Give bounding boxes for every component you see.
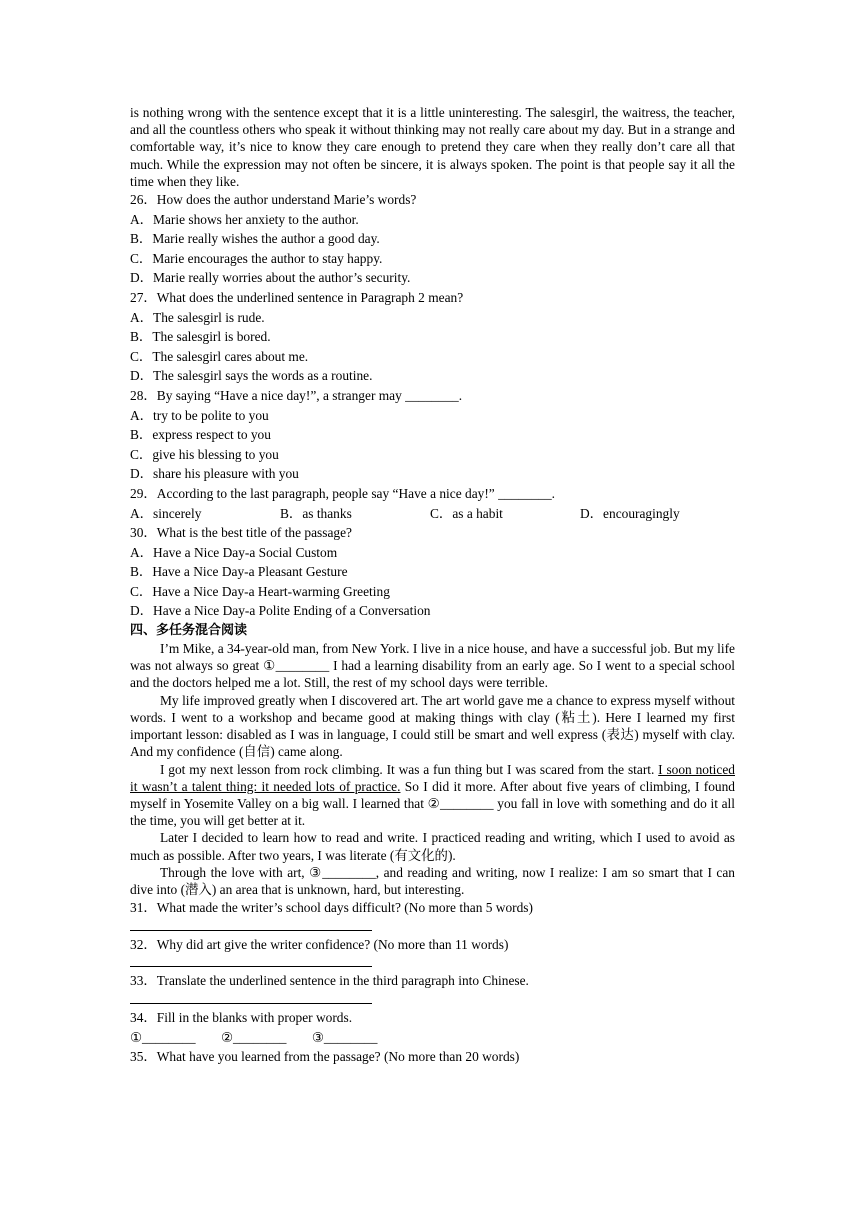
option-d: D．Have a Nice Day-a Polite Ending of a Conversation (130, 603, 431, 619)
option-a: A．sincerely (130, 505, 202, 521)
option-c: C．Marie encourages the author to stay happy. (130, 250, 383, 266)
answer-line (130, 991, 372, 1004)
option-d: D．The salesgirl says the words as a routine. (130, 368, 373, 384)
question-35 (130, 1047, 735, 1067)
option-c: C．give his blessing to you (130, 446, 279, 462)
question-stem: 32．Why did art give the writer confidence? (No more than 11 words) (130, 936, 509, 952)
answer-line-row (130, 954, 735, 971)
options-row (130, 504, 735, 524)
question-stem: 30．What is the best title of the passage? (130, 525, 352, 541)
question-27 (130, 288, 735, 386)
passage-paragraph: Through the love with art, ③________, and reading and writing, now I realize: I am so smart that I can dive into (潜入) an area that is unknown, hard, but interesting. (130, 864, 735, 897)
blank-row (130, 1028, 735, 1047)
paragraph-text: So I did it more. After about five years of climbing, I found myself in Yosemite Valley on a big wall. I learned that ②________ you fall in love with something and do it all the time, you will get better at it. (130, 778, 735, 829)
option-b: B．express respect to you (130, 427, 271, 443)
question-stem: 31．What made the writer’s school days difficult? (No more than 5 words) (130, 900, 533, 916)
question-32 (130, 935, 735, 972)
option-c: C．Have a Nice Day-a Heart-warming Greeting (130, 583, 390, 599)
option-a: A．Have a Nice Day-a Social Custom (130, 544, 338, 560)
question-stem: 28．By saying “Have a nice day!”, a stranger may ________. (130, 387, 463, 403)
passage-paragraph: Later I decided to learn how to read and write. I practiced reading and writing, which I used to avoid as much as possible. After two years, I was literate (有文化的). (130, 830, 735, 863)
question-29 (130, 484, 735, 523)
document-content (130, 104, 735, 1066)
question-stem: 35．What have you learned from the passage? (No more than 20 words) (130, 1048, 520, 1064)
underlined-sentence: I soon noticed it wasn’t a talent thing: it needed lots of practice. (130, 761, 735, 794)
section-heading: 四、多任务混合阅读 (130, 623, 248, 639)
question-28 (130, 386, 735, 484)
question-33 (130, 971, 735, 1008)
passage-paragraph: I’m Mike, a 34-year-old man, from New York. I live in a nice house, and have a successful job. But my life was not always so great ①________ I had a learning disability from an early age. So I went to a special school and the doctors helped me a lot. Still, the rest of my school days were terrible. (130, 641, 735, 691)
option-a: A．try to be polite to you (130, 407, 269, 423)
question-stem: 27．What does the underlined sentence in Paragraph 2 mean? (130, 289, 464, 305)
blank-1: ①________ (130, 1029, 196, 1045)
passage-paragraph: My life improved greatly when I discovered art. The art world gave me a chance to express myself without words. I went to a workshop and became good at making things with clay (粘土). Here I learned my first important lesson: disabled as I was in language, I could still be smart and well express (表达) myself with clay. And my confidence (自信) came along. (130, 692, 735, 760)
answer-line (130, 954, 372, 967)
reading-passage-2 (130, 640, 735, 898)
question-stem: 29．According to the last paragraph, people say “Have a nice day!” ________. (130, 485, 556, 501)
answer-line-row (130, 918, 735, 935)
option-a: A．Marie shows her anxiety to the author. (130, 211, 359, 227)
option-c: C．as a habit (430, 505, 503, 521)
question-30 (130, 523, 735, 621)
paragraph-text: I got my next lesson from rock climbing. It was a fun thing but I was scared from the start. (160, 761, 659, 777)
option-d: D．share his pleasure with you (130, 466, 299, 482)
option-b: B．Marie really wishes the author a good day. (130, 231, 380, 247)
option-b: B．Have a Nice Day-a Pleasant Gesture (130, 564, 348, 580)
question-stem: 33．Translate the underlined sentence in the third paragraph into Chinese. (130, 973, 529, 989)
option-d: D．encouragingly (580, 505, 680, 521)
blank-3: ③________ (311, 1029, 378, 1045)
question-26 (130, 190, 735, 288)
question-34 (130, 1008, 735, 1047)
answer-line-row (130, 991, 735, 1008)
option-b: B．The salesgirl is bored. (130, 329, 271, 345)
blank-2: ②________ (220, 1029, 287, 1045)
answer-line (130, 918, 372, 931)
passage-paragraph (130, 761, 735, 830)
option-d: D．Marie really worries about the author’s security. (130, 270, 411, 286)
question-stem: 34．Fill in the blanks with proper words. (130, 1009, 353, 1025)
question-stem: 26．How does the author understand Marie’s words? (130, 192, 417, 208)
option-a: A．The salesgirl is rude. (130, 309, 265, 325)
option-b: B．as thanks (280, 505, 352, 521)
passage-paragraph: is nothing wrong with the sentence except that it is a little uninteresting. The salesgirl, the waitress, the teacher, and all the countless others who speak it without thinking may not really care about my day. But in a strange and comfortable way, it’s nice to know they care enough to pretend they care when they really don’t care all that much. While the expression may not often be sincere, it is always spoken. The point is that people say it all the time when they like. (130, 105, 735, 189)
question-31 (130, 898, 735, 935)
option-c: C．The salesgirl cares about me. (130, 348, 309, 364)
